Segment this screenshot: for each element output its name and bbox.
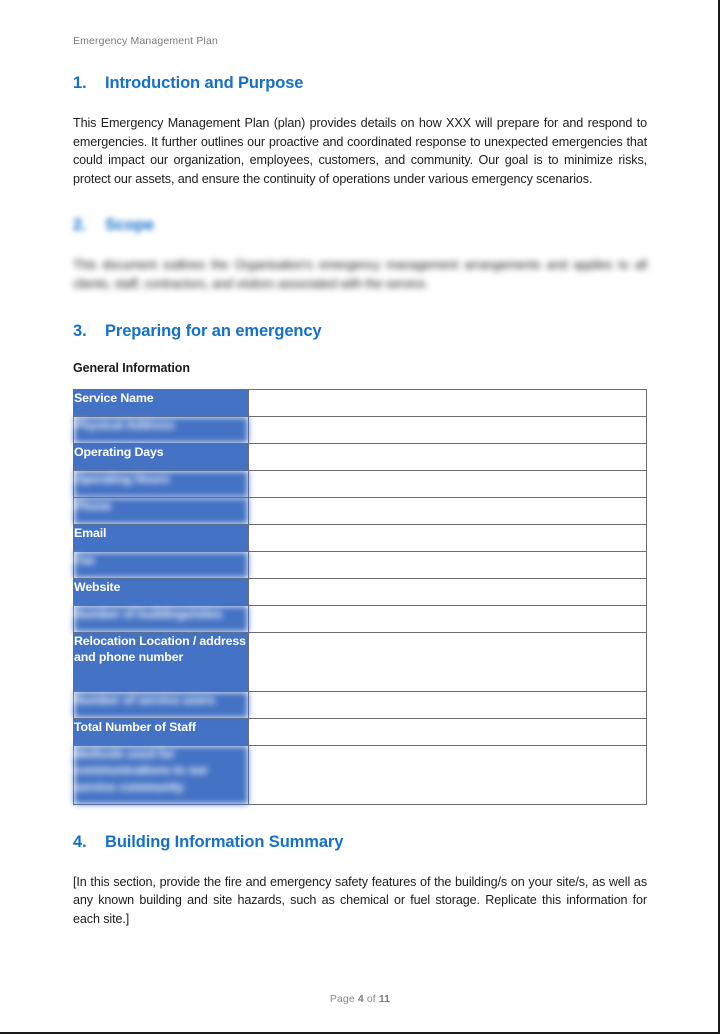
table-row	[74, 497, 647, 524]
table-row-label: Website	[74, 578, 249, 605]
section-3-title: Preparing for an emergency	[105, 321, 322, 340]
section-4-number: 4.	[73, 832, 87, 851]
section-2-body: This document outlines the Organisation's emergency management arrangements and applies to all clients, staff, contractors, and visitors associated with the service.	[73, 258, 647, 291]
table-row	[74, 605, 647, 632]
table-row-label: Operating Hours	[74, 470, 249, 497]
section-1-body: This Emergency Management Plan (plan) provides details on how XXX will prepare for and respond to emergencies. It further outlines our proactive and coordinated response to unexpected emergencies that could impact our organization, employees, customers, and community. Our goal is to minimize risks, protect our assets, and ensure the continuity of operations under various emergency scenarios.	[73, 116, 647, 186]
table-row	[74, 691, 647, 718]
section-heading-3	[73, 322, 647, 341]
section-3-number: 3.	[73, 321, 87, 340]
table-row	[74, 632, 647, 691]
table-row-label: Methods used for communications to our service community	[74, 745, 249, 804]
section-heading-1	[73, 74, 647, 93]
table-row	[74, 389, 647, 416]
table-row-label: Relocation Location / address and phone number	[74, 632, 249, 691]
table-row-value[interactable]	[249, 389, 647, 416]
page-footer	[0, 993, 720, 1005]
general-information-table-body	[74, 389, 647, 804]
table-row-value[interactable]	[249, 470, 647, 497]
table-row-label: Operating Days	[74, 443, 249, 470]
section-4-title: Building Information Summary	[105, 832, 344, 851]
section-2-number: 2.	[73, 216, 87, 235]
table-row	[74, 718, 647, 745]
footer-current-page: 4	[357, 993, 364, 1005]
table-row	[74, 443, 647, 470]
general-information-table	[73, 389, 647, 805]
table-row-label: Physical Address	[74, 416, 249, 443]
section-heading-4	[73, 833, 647, 852]
general-information-subheading: General Information	[73, 360, 190, 375]
footer-page-prefix: Page	[329, 993, 355, 1005]
table-row-value[interactable]	[249, 524, 647, 551]
table-row	[74, 416, 647, 443]
running-header: Emergency Management Plan	[73, 35, 218, 47]
table-row-value[interactable]	[249, 416, 647, 443]
table-row	[74, 470, 647, 497]
table-row-label: Number of service users	[74, 691, 249, 718]
footer-page-middle: of	[366, 993, 376, 1005]
section-2-title: Scope	[105, 216, 155, 235]
table-row-value[interactable]	[249, 605, 647, 632]
table-row-label: Email	[74, 524, 249, 551]
table-row-label: Service Name	[74, 389, 249, 416]
section-4-body: [In this section, provide the fire and emergency safety features of the building/s on your site/s, as well as any known building and site hazards, such as chemical or fuel storage. Replicate this information for each site.]	[73, 874, 647, 926]
page-content	[73, 74, 647, 928]
table-row	[74, 578, 647, 605]
table-row-value[interactable]	[249, 745, 647, 804]
table-row-value[interactable]	[249, 718, 647, 745]
footer-total-pages: 11	[378, 993, 391, 1005]
table-row	[74, 745, 647, 804]
section-1-title: Introduction and Purpose	[105, 74, 304, 92]
table-row-label: Phone	[74, 497, 249, 524]
table-row-value[interactable]	[249, 551, 647, 578]
table-row-value[interactable]	[249, 497, 647, 524]
table-row	[74, 524, 647, 551]
table-row-value[interactable]	[249, 443, 647, 470]
section-1-number: 1.	[73, 74, 87, 92]
table-row-value[interactable]	[249, 578, 647, 605]
table-row-label: Fax	[74, 551, 249, 578]
table-row-label: Total Number of Staff	[74, 718, 249, 745]
table-row-label: Number of buildings/sites	[74, 605, 249, 632]
table-row	[74, 551, 647, 578]
table-row-value[interactable]	[249, 691, 647, 718]
section-heading-2	[73, 216, 647, 235]
table-row-value[interactable]	[249, 632, 647, 691]
